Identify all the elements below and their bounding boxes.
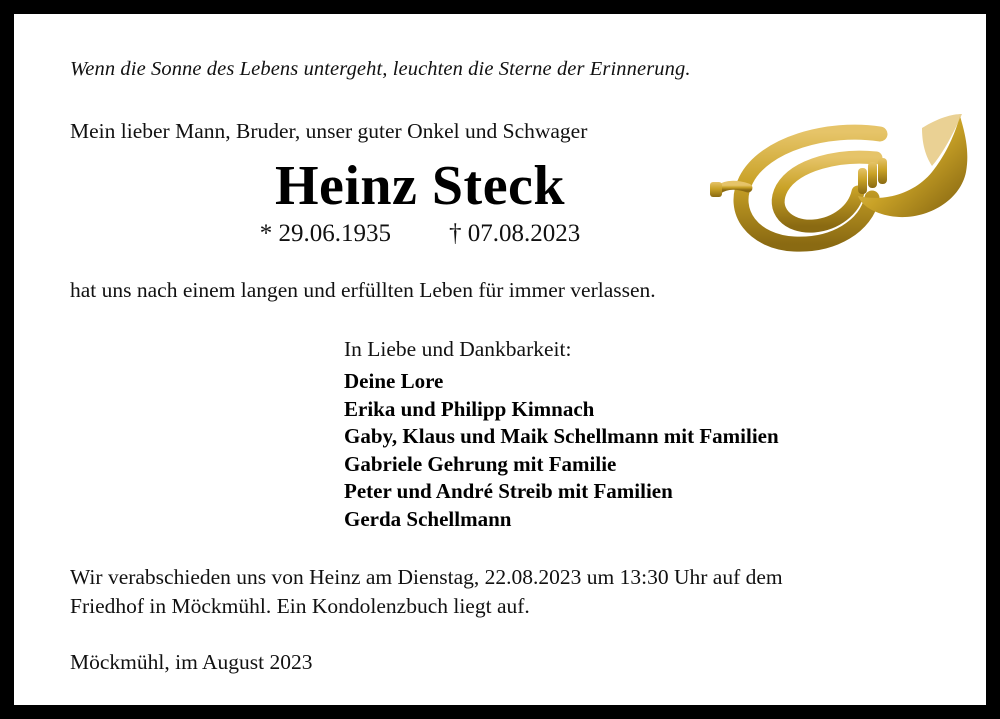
- list-item: Gerda Schellmann: [344, 506, 512, 531]
- funeral-details-line2: Friedhof in Möckmühl. Ein Kondolenzbuch liegt auf.: [70, 593, 530, 618]
- list-item: Peter und André Streib mit Familien: [344, 479, 673, 503]
- funeral-details: [70, 563, 930, 620]
- passing-text: hat uns nach einem langen und erfüllten Leben für immer verlassen.: [70, 278, 656, 302]
- family-block: [70, 337, 930, 533]
- list-item: Deine Lore: [344, 369, 444, 393]
- family-list: [344, 368, 930, 533]
- list-item: Gabriele Gehrung mit Familie: [344, 451, 617, 476]
- family-heading: In Liebe und Dankbarkeit:: [344, 337, 572, 361]
- deceased-name: Heinz Steck: [274, 155, 566, 217]
- life-dates: [70, 220, 930, 248]
- intro-text: Mein lieber Mann, Bruder, unser guter Onkel und Schwager: [70, 119, 588, 143]
- place-and-date: Möckmühl, im August 2023: [70, 650, 313, 675]
- list-item: Erika und Philipp Kimnach: [344, 396, 595, 421]
- obituary-inner-frame: [14, 14, 986, 705]
- death-date: † 07.08.2023: [449, 220, 581, 247]
- birth-date: * 29.06.1935: [259, 220, 391, 247]
- list-item: Gaby, Klaus und Maik Schellmann mit Familien: [344, 424, 779, 448]
- motto-text: Wenn die Sonne des Lebens untergeht, leuchten die Sterne der Erinnerung.: [70, 58, 691, 80]
- funeral-details-line1: Wir verabschieden uns von Heinz am Dienstag, 22.08.2023 um 13:30 Uhr auf dem: [70, 565, 783, 589]
